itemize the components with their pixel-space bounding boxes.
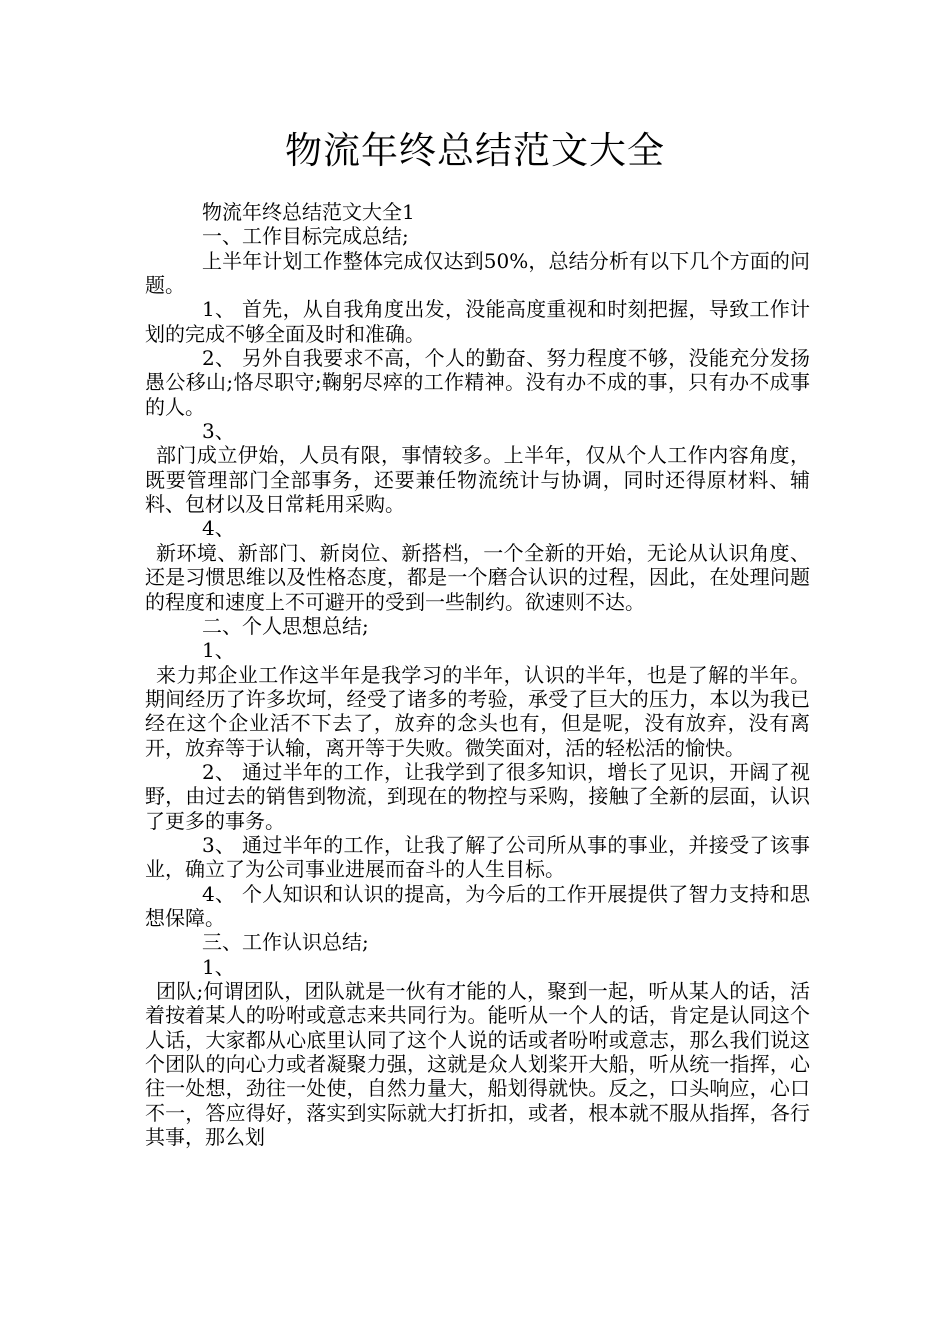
paragraph-subtitle: 物流年终总结范文大全1 — [202, 200, 415, 224]
paragraph-item-4-number: 4、 — [202, 516, 235, 541]
paragraph-s2-item-3: 3、 通过半年的工作，让我了解了公司所从事的事业，并接受了该事业，确立了为公司事业进展而奋斗的人生目标。 — [145, 832, 810, 882]
paragraph-s3-item-1-number: 1、 — [202, 954, 235, 979]
document-title: 物流年终总结范文大全 — [285, 129, 665, 172]
paragraph-item-2: 2、 另外自我要求不高，个人的勤奋、努力程度不够，没能充分发扬愚公移山;恪尽职守;鞠躬尽瘁的工作精神。没有办不成的事，只有办不成事的人。 — [145, 346, 810, 419]
paragraph-intro: 上半年计划工作整体完成仅达到50%，总结分析有以下几个方面的问题。 — [145, 248, 810, 298]
paragraph-s3-item-1-text: 团队;何谓团队，团队就是一伙有才能的人，聚到一起，听从某人的话，活着按着某人的吩咐或意志来共同行为。能听从一个人的话，肯定是认同这个人话，大家都从心底里认同了这个人说的话或者吩咐或意志，那么我们说这个团队的向心力或者凝聚力强，这就是众人划桨开大船，听从统一指挥，心往一处想，劲往一处使，自然力量大，船划得就快。反之，口头响应，心口不一，答应得好，落实到实际就大打折扣，或者，根本就不服从指挥，各行其事，那么划 — [145, 979, 810, 1150]
paragraph-s2-item-4: 4、 个人知识和认识的提高，为今后的工作开展提供了智力支持和思想保障。 — [145, 881, 810, 930]
paragraph-section-3-heading: 三、工作认识总结; — [202, 930, 369, 955]
paragraph-item-4-text: 新环境、新部门、新岗位、新搭档，一个全新的开始，无论从认识角度、还是习惯思维以及性格态度，都是一个磨合认识的过程，因此，在处理问题的程度和速度上不可避开的受到一些制约。欲速则不达。 — [145, 540, 810, 614]
paragraph-item-3-number: 3、 — [202, 419, 235, 444]
paragraph-s2-item-2: 2、 通过半年的工作，让我学到了很多知识，增长了见识，开阔了视野，由过去的销售到物流，到现在的物控与采购，接触了全新的层面，认识了更多的事务。 — [145, 759, 810, 833]
paragraph-section-1-heading: 一、工作目标完成总结; — [202, 224, 409, 249]
paragraph-s2-item-1-text: 来力邦企业工作这半年是我学习的半年，认识的半年，也是了解的半年。期间经历了许多坎坷，经受了诸多的考验，承受了巨大的压力，本以为我已经在这个企业活不下去了，放弃的念头也有，但是呢，没有放弃，没有离开，放弃等于认输，离开等于失败。微笑面对，活的轻松活的愉快。 — [145, 662, 810, 760]
paragraph-section-2-heading: 二、个人思想总结; — [202, 613, 369, 638]
paragraph-item-3-text: 部门成立伊始，人员有限，事情较多。上半年，仅从个人工作内容角度，既要管理部门全部事务，还要兼任物流统计与协调，同时还得原材料、辅料、包材以及日常耗用采购。 — [145, 443, 810, 517]
paragraph-s2-item-1-number: 1、 — [202, 638, 235, 663]
paragraph-item-1: 1、 首先，从自我角度出发，没能高度重视和时刻把握，导致工作计划的完成不够全面及时和准确。 — [145, 297, 810, 346]
document-body — [145, 200, 810, 1149]
